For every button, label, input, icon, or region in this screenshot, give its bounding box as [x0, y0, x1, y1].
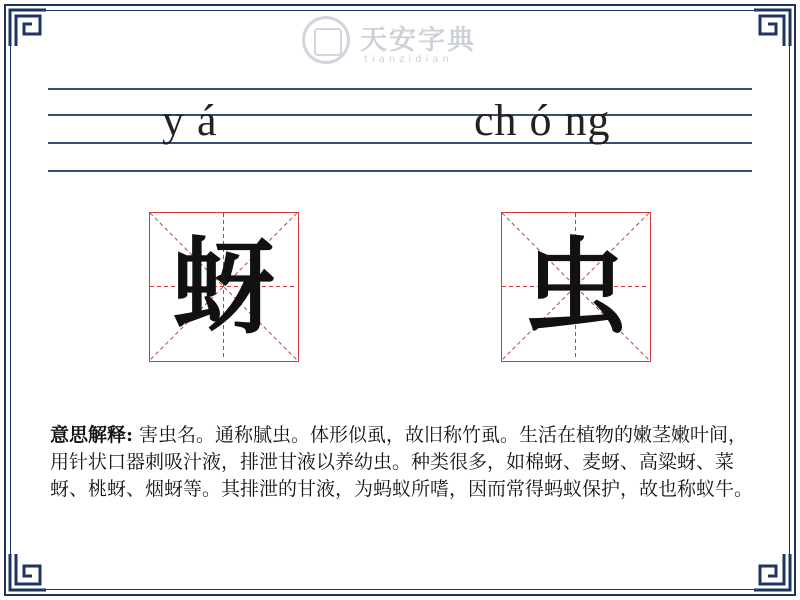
character-grid-2	[501, 212, 651, 362]
corner-ornament-icon	[6, 6, 50, 50]
seal-logo-icon	[302, 16, 350, 64]
character-ya: 蚜	[171, 225, 276, 348]
definition-label: 意思解释:	[50, 424, 134, 446]
character-grid-1	[149, 212, 299, 362]
watermark-subtitle: tianzidian	[364, 54, 453, 65]
watermark-title: 天安字典	[360, 25, 476, 56]
definition-paragraph	[50, 422, 756, 503]
pinyin-line-2	[48, 114, 752, 116]
pinyin-line-1	[48, 88, 752, 90]
definition-text: 害虫名。通称腻虫。体形似虱，故旧称竹虱。生活在植物的嫩茎嫩叶间，用针状口器刺吸汁液，排泄甘液以养幼虫。种类很多，如棉蚜、麦蚜、高粱蚜、菜蚜、桃蚜、烟蚜等。其排泄的甘液，为蚂蚁所嗜，因而常得蚂蚁保护，故也称蚁牛。	[50, 424, 754, 500]
pinyin-ya: y á	[162, 96, 218, 145]
corner-ornament-icon	[6, 550, 50, 594]
corner-ornament-icon	[750, 550, 794, 594]
corner-ornament-icon	[750, 6, 794, 50]
watermark-logo	[302, 14, 502, 70]
pinyin-chong: ch ó ng	[474, 96, 611, 145]
pinyin-line-4	[48, 170, 752, 172]
page-frame-inner	[10, 10, 790, 590]
pinyin-line-3	[48, 142, 752, 144]
character-chong: 虫	[523, 225, 628, 348]
